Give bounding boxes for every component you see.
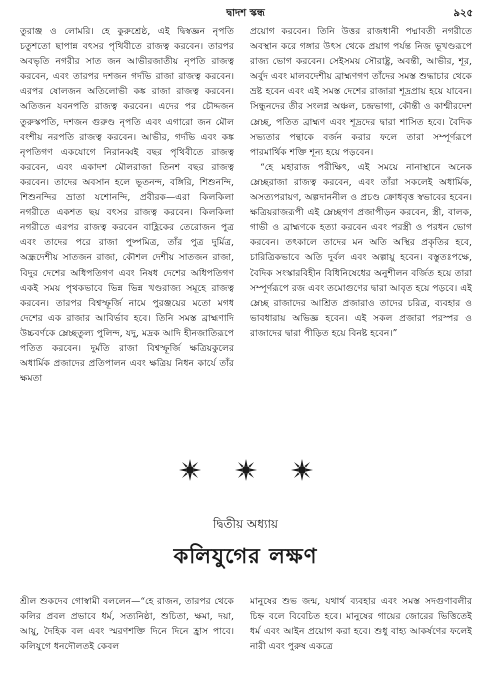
flower-ornament-icon	[291, 459, 313, 481]
section-divider	[0, 452, 491, 488]
page-header	[0, 6, 491, 22]
page-number: ৯২৫	[453, 8, 473, 19]
flower-ornament-icon	[179, 459, 201, 481]
right-column	[250, 24, 472, 424]
chapter-label: দ্বিতীয় অধ্যায়	[212, 517, 279, 531]
paragraph: “হে মহারাজ পরীক্ষিৎ, এই সময়ে নানাস্থানে অনেক ম্লেচ্ছরাজা রাজত্ব করবেন, এবং তাঁরা সকলেই অধার্মিক, অসত্যপরায়ণ, অল্পদাননীল ও প্রচণ্ড ক্রোধবৃত্ত স্বভাবের হবেন। ক্ষত্রিয়রাজরূপী এই ম্লেচ্ছগণ প্রজাপীড়ন করবেন, স্ত্রী, বালক, গাভী ও ব্রাহ্মণকে হত্যা করবেন এবং পরস্ত্রী ও পরধন ভোগ করবেন। তৎকালে তাদের মন অতি অস্থির প্রকৃতির হবে, চারিত্রিকভাবে অতি দুর্বল এবং অল্পায়ু হবেন। বস্তুতঃপক্ষে, বৈদিক সংস্কারবিহীন বিধিনিষেধের অনুশীলন বর্জিত হয়ে তারা সম্পূর্ণরূপে রজ এবং তমোগুণের দ্বারা আবৃত হয়ে পড়বে। এই ম্লেচ্ছ রাজাদের আশ্রিত প্রজারাও তাদের চরিত্র, ব্যবহার ও ভাবধারায় অভিজ্ঞ হবেন। এই সকল প্রজারা পরস্পর ও রাজাদের দ্বারা পীড়িত হয়ে বিনষ্ট হবেন।”	[250, 161, 472, 339]
running-title: দ্বাদশ স্কন্ধ	[226, 8, 265, 19]
left-column	[20, 24, 234, 454]
paragraph: শ্রীল শুকদেব গোস্বামী বললেন—“হে রাজন, তারপর থেকে কলির প্রবল প্রভাবে ধর্ম, সত্যনিষ্ঠা, শুচিতা, ক্ষমা, দয়া, আয়ু, দৈহিক বল এবং স্মরণশক্তি দিনে দিনে হ্রাস পাবে। কলিযুগে ধনদৌলতই কেবল	[20, 596, 234, 653]
bottom-left-column	[20, 594, 234, 676]
paragraph: মানুষের শুভ জন্ম, যথার্থ ব্যবহার এবং সমস্ত সদগুণাবলীর চিহ্ন বলে বিবেচিত হবে। মানুষের গায়ের জোরের ভিত্তিতেই ধর্ম এবং আইন প্রয়োগ করা হবে। শুধু বাহ্য আকর্ষণের ফলেই নারী এবং পুরুষ একত্রে	[250, 596, 472, 653]
paragraph: তুরাঞ্জ ও লোমরি। হে কুরুশ্রেষ্ঠ, এই দ্বিস্বজ্ঞন নৃপতি চতুশতো ছাপান্ন বৎসর পৃথিবীতে রাজত্ব করবেন। তারপর অবভৃতি নগরীর সাত জন আভীরজাতীয় নৃপতি রাজত্ব করবেন, এবং তারপর দশজন গর্দভি রাজা রাজত্ব করবেন। এরপর ষোলজন অতিলোভী কঙ্ক রাজা রাজত্ব করবেন। অতিজন যবনপতি রাজত্ব করবেন। এদের পর চৌদ্দজন তুরুস্কপতি, দশজন গুরুণ্ড নৃপতি এবং এগারো জন মৌল বংশীয় নরপতি রাজত্ব করবেন। আভীর, গর্দভি এবং কঙ্ক নৃপতিগণ একযোগে নিরানব্বই বছর পৃথিবীতে রাজত্ব করবেন, এবং একাদশ মৌলরাজা তিনশ বছর রাজত্ব করবেন। তাদের অবসান হলে ভূতনন্দ, বঙ্গিরি, শিশুনন্দি, শিশুনন্দির ভ্রাতা যশোনন্দি, প্রবীরক—এরা কিলকিলা নগরীতে একশত ছয় বৎসর রাজত্ব করবেন। কিলকিলা নগরীতে এরপর রাজত্ব করবেন বাহ্লিকের তেরোজন পুত্র এবং তাদের পরে রাজা পুষ্পমিত্র, তাঁর পুত্র দুর্মিত্র, অন্ধ্রদেশীয় সাতজন রাজা, কৌশল দেশীয় সাতজন রাজা, বিদুর দেশের অধিপতিগণ এবং নিষধ দেশের অধিপতিগণ একই সময় পৃথকভাবে ভিন্ন ভিন্ন খণ্ডরাজ্য সমূহে রাজত্ব করবেন। তারপর বিশ্বস্ফূর্জি নামে পুরঞ্জয়ের মতো মগধ দেশের এক রাজার আবির্ভাব হবে। তিনি সমস্ত ব্রাহ্মণাদি উচ্চবর্ণকে ম্লেচ্ছতুল্য পুলিন্দ, যদু, মদ্রক আদি হীনজাতিরূপে পতিত করবেন। দুর্মতি রাজা বিশ্বস্ফূর্জি ক্ষত্রিয়কুলের অধার্মিক প্রজাদের প্রতিপালন এবং ক্ষত্রিয় নিধন কার্যে তাঁর ক্ষমতা	[20, 26, 234, 385]
chapter-title: কলিযুগের লক্ষণ	[173, 543, 318, 568]
flower-ornament-icon	[235, 459, 257, 481]
bottom-right-column	[250, 594, 472, 676]
paragraph: প্রয়োগ করবেন। তিনি উত্তর রাজধানী পদ্মাবতী নগরীতে অবস্থান করে গঙ্গার উৎস থেকে প্রয়াগ পর্যন্ত নিজ ভূখণ্ডরূপে রাজ্য ভোগ করবেন। সেইসময় সৌরাষ্ট্র, অবন্তী, আভীর, শূর, অর্বুদ এবং মালবদেশীয় ব্রাহ্মণগণ তাঁদের সমস্ত শুদ্ধাচার থেকে ভ্রষ্ট হবেন এবং এই সমস্ত দেশের রাজারা শূদ্রপ্রায় হয়ে যাবেন। সিন্ধুনদের তীর সংলগ্ন অঞ্চল, চন্দ্রভাগা, কৌন্তী ও কাশ্মীরদেশ ম্লেচ্ছ, পতিত ব্রাহ্মণ এবং শূদ্রদের দ্বারা শাসিত হবে। বৈদিক সভ্যতার পন্থাকে বর্জন করার ফলে তারা সম্পূর্ণরূপে পারমার্থিক শক্তি শূন্য হয়ে পড়বেন।	[250, 26, 472, 158]
